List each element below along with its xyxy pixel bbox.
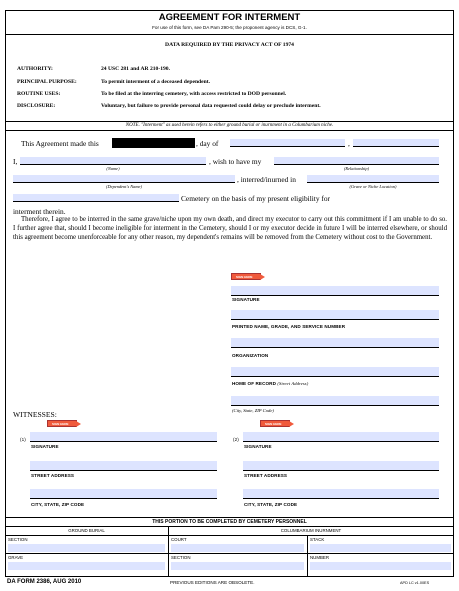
underline	[307, 175, 439, 183]
home-of-record-text: HOME OF RECORD	[232, 381, 277, 386]
home-of-record-note: (Street Address)	[277, 381, 309, 386]
relationship-caption: (Relationship)	[343, 166, 370, 171]
cemetery-heading: THIS PORTION TO BE COMPLETED BY CEMETERY PERSONNEL	[152, 519, 307, 525]
underline	[30, 432, 217, 442]
privacy-label-authority: AUTHORITY:	[17, 66, 53, 72]
divider	[5, 553, 454, 554]
section-field[interactable]	[8, 544, 165, 552]
underline	[274, 157, 439, 165]
grave-label: GRAVE	[8, 555, 24, 560]
signature-label: SIGNATURE	[232, 297, 260, 302]
court-field[interactable]	[171, 544, 304, 552]
stack-field[interactable]	[310, 544, 451, 552]
printed-name-label: PRINTED NAME, GRADE, AND SERVICE NUMBER	[232, 324, 346, 329]
city-state-zip-label: (City, State, ZIP Code)	[232, 408, 274, 413]
number-label: NUMBER	[310, 555, 330, 560]
divider	[5, 535, 454, 536]
agreement-paragraph: Therefore, I agree to be interred in the same grave/niche upon my own death, and direct my executor to carry out this commitment if I am unable to do so. I further agree that, should I become ineligible for interment in the Cemetery, should I or my executor decide in future I will be interred elsewhere, or should this agreement become unenforceable for any other reason, my dependent's remains will be removed from the Cemetery without cost to the Government.	[13, 216, 447, 241]
form-subtitle: For use of this form, see DA Pam 290-5; the proponent agency is DCS, G-1.	[152, 25, 307, 30]
underline	[353, 139, 439, 147]
dependent-caption: (Dependent's Name)	[106, 184, 142, 189]
form-id: DA FORM 2386, AUG 2010	[7, 579, 82, 585]
i-label: I,	[13, 157, 18, 166]
col-divider	[307, 535, 308, 577]
privacy-label-disclosure: DISCLOSURE:	[17, 103, 56, 109]
underline	[243, 432, 439, 442]
witness2-sign-here-tag: SIGN HERE	[260, 420, 290, 427]
witness2-signature-label: SIGNATURE	[244, 444, 272, 449]
privacy-heading: DATA REQUIRED BY THE PRIVACY ACT OF 1974	[165, 42, 294, 48]
sign-here-tag: SIGN HERE	[231, 273, 261, 280]
form-title: AGREEMENT FOR INTERMENT	[158, 12, 301, 23]
number-field[interactable]	[310, 562, 451, 570]
witness1-num: (1)	[20, 437, 26, 442]
divider	[5, 517, 454, 518]
underline	[231, 396, 439, 406]
privacy-text-disclosure: Voluntary, but failure to provide personal data requested could delay or preclude interment.	[101, 103, 321, 109]
witness2-city-label: CITY, STATE, ZIP CODE	[244, 502, 298, 507]
underline	[30, 461, 217, 471]
underline	[13, 194, 179, 202]
court-label: COURT	[171, 537, 187, 542]
witness1-street-label: STREET ADDRESS	[31, 473, 75, 478]
underline	[243, 461, 439, 471]
day-of-label: , day of	[196, 139, 219, 148]
underline	[231, 367, 439, 377]
divider	[5, 526, 454, 527]
underline	[231, 286, 439, 296]
witness2-num: (2)	[233, 437, 239, 442]
section-label: SECTION	[8, 537, 28, 542]
privacy-text-authority: 24 USC 281 and AR 210-190.	[101, 66, 170, 72]
underline	[230, 139, 345, 147]
columbarium-heading: COLUMBARIUM INURNMENT	[280, 528, 342, 533]
witness1-sign-here-tag: SIGN HERE	[47, 420, 77, 427]
interment-therein: interment therein.	[13, 207, 66, 216]
col-divider	[168, 526, 169, 577]
privacy-label-routine: ROUTINE USES:	[17, 91, 61, 97]
wish-to-have-label: , wish to have my	[209, 157, 262, 166]
underline	[243, 489, 439, 499]
previous-editions: PREVIOUS EDITIONS ARE OBSOLETE.	[170, 580, 255, 585]
privacy-text-purpose: To permit interment of a deceased dependent.	[101, 79, 211, 85]
version-label: APD LC v1.00ES	[400, 581, 430, 585]
redaction-box	[112, 138, 195, 148]
witnesses-heading: WITNESSES:	[13, 410, 57, 419]
privacy-label-purpose: PRINCIPAL PURPOSE:	[17, 79, 77, 85]
agreement-made-this: This Agreement made this	[21, 139, 99, 148]
divider	[5, 34, 454, 35]
section2-field[interactable]	[171, 562, 304, 570]
underline	[20, 157, 206, 165]
home-of-record-label	[232, 381, 308, 386]
name-caption: (Name)	[106, 166, 120, 171]
comma: ,	[348, 139, 350, 148]
cemetery-text: Cemetery on the basis of my present eligibility for	[181, 194, 331, 203]
ground-burial-heading: GROUND BURIAL	[68, 528, 105, 533]
grave-field[interactable]	[8, 562, 165, 570]
organization-label: ORGANIZATION	[232, 353, 269, 358]
grave-caption: (Grave or Niche Location)	[349, 184, 397, 189]
privacy-text-routine: To be filed at the interring cemetery, with access restricted to DOD personnel.	[101, 91, 287, 97]
underline	[13, 175, 235, 183]
underline	[231, 338, 439, 348]
stack-label: STACK	[310, 537, 325, 542]
underline	[30, 489, 217, 499]
witness2-street-label: STREET ADDRESS	[244, 473, 288, 478]
witness1-city-label: CITY, STATE, ZIP CODE	[31, 502, 85, 507]
divider	[5, 130, 454, 131]
witness1-signature-label: SIGNATURE	[31, 444, 59, 449]
underline	[231, 310, 439, 320]
interred-label: , interred/inurned in	[237, 175, 296, 184]
section2-label: SECTION	[171, 555, 191, 560]
note-text: NOTE. "Interment" as used herein refers to either ground burial or inurnment in a Columbarium niche.	[125, 122, 334, 128]
